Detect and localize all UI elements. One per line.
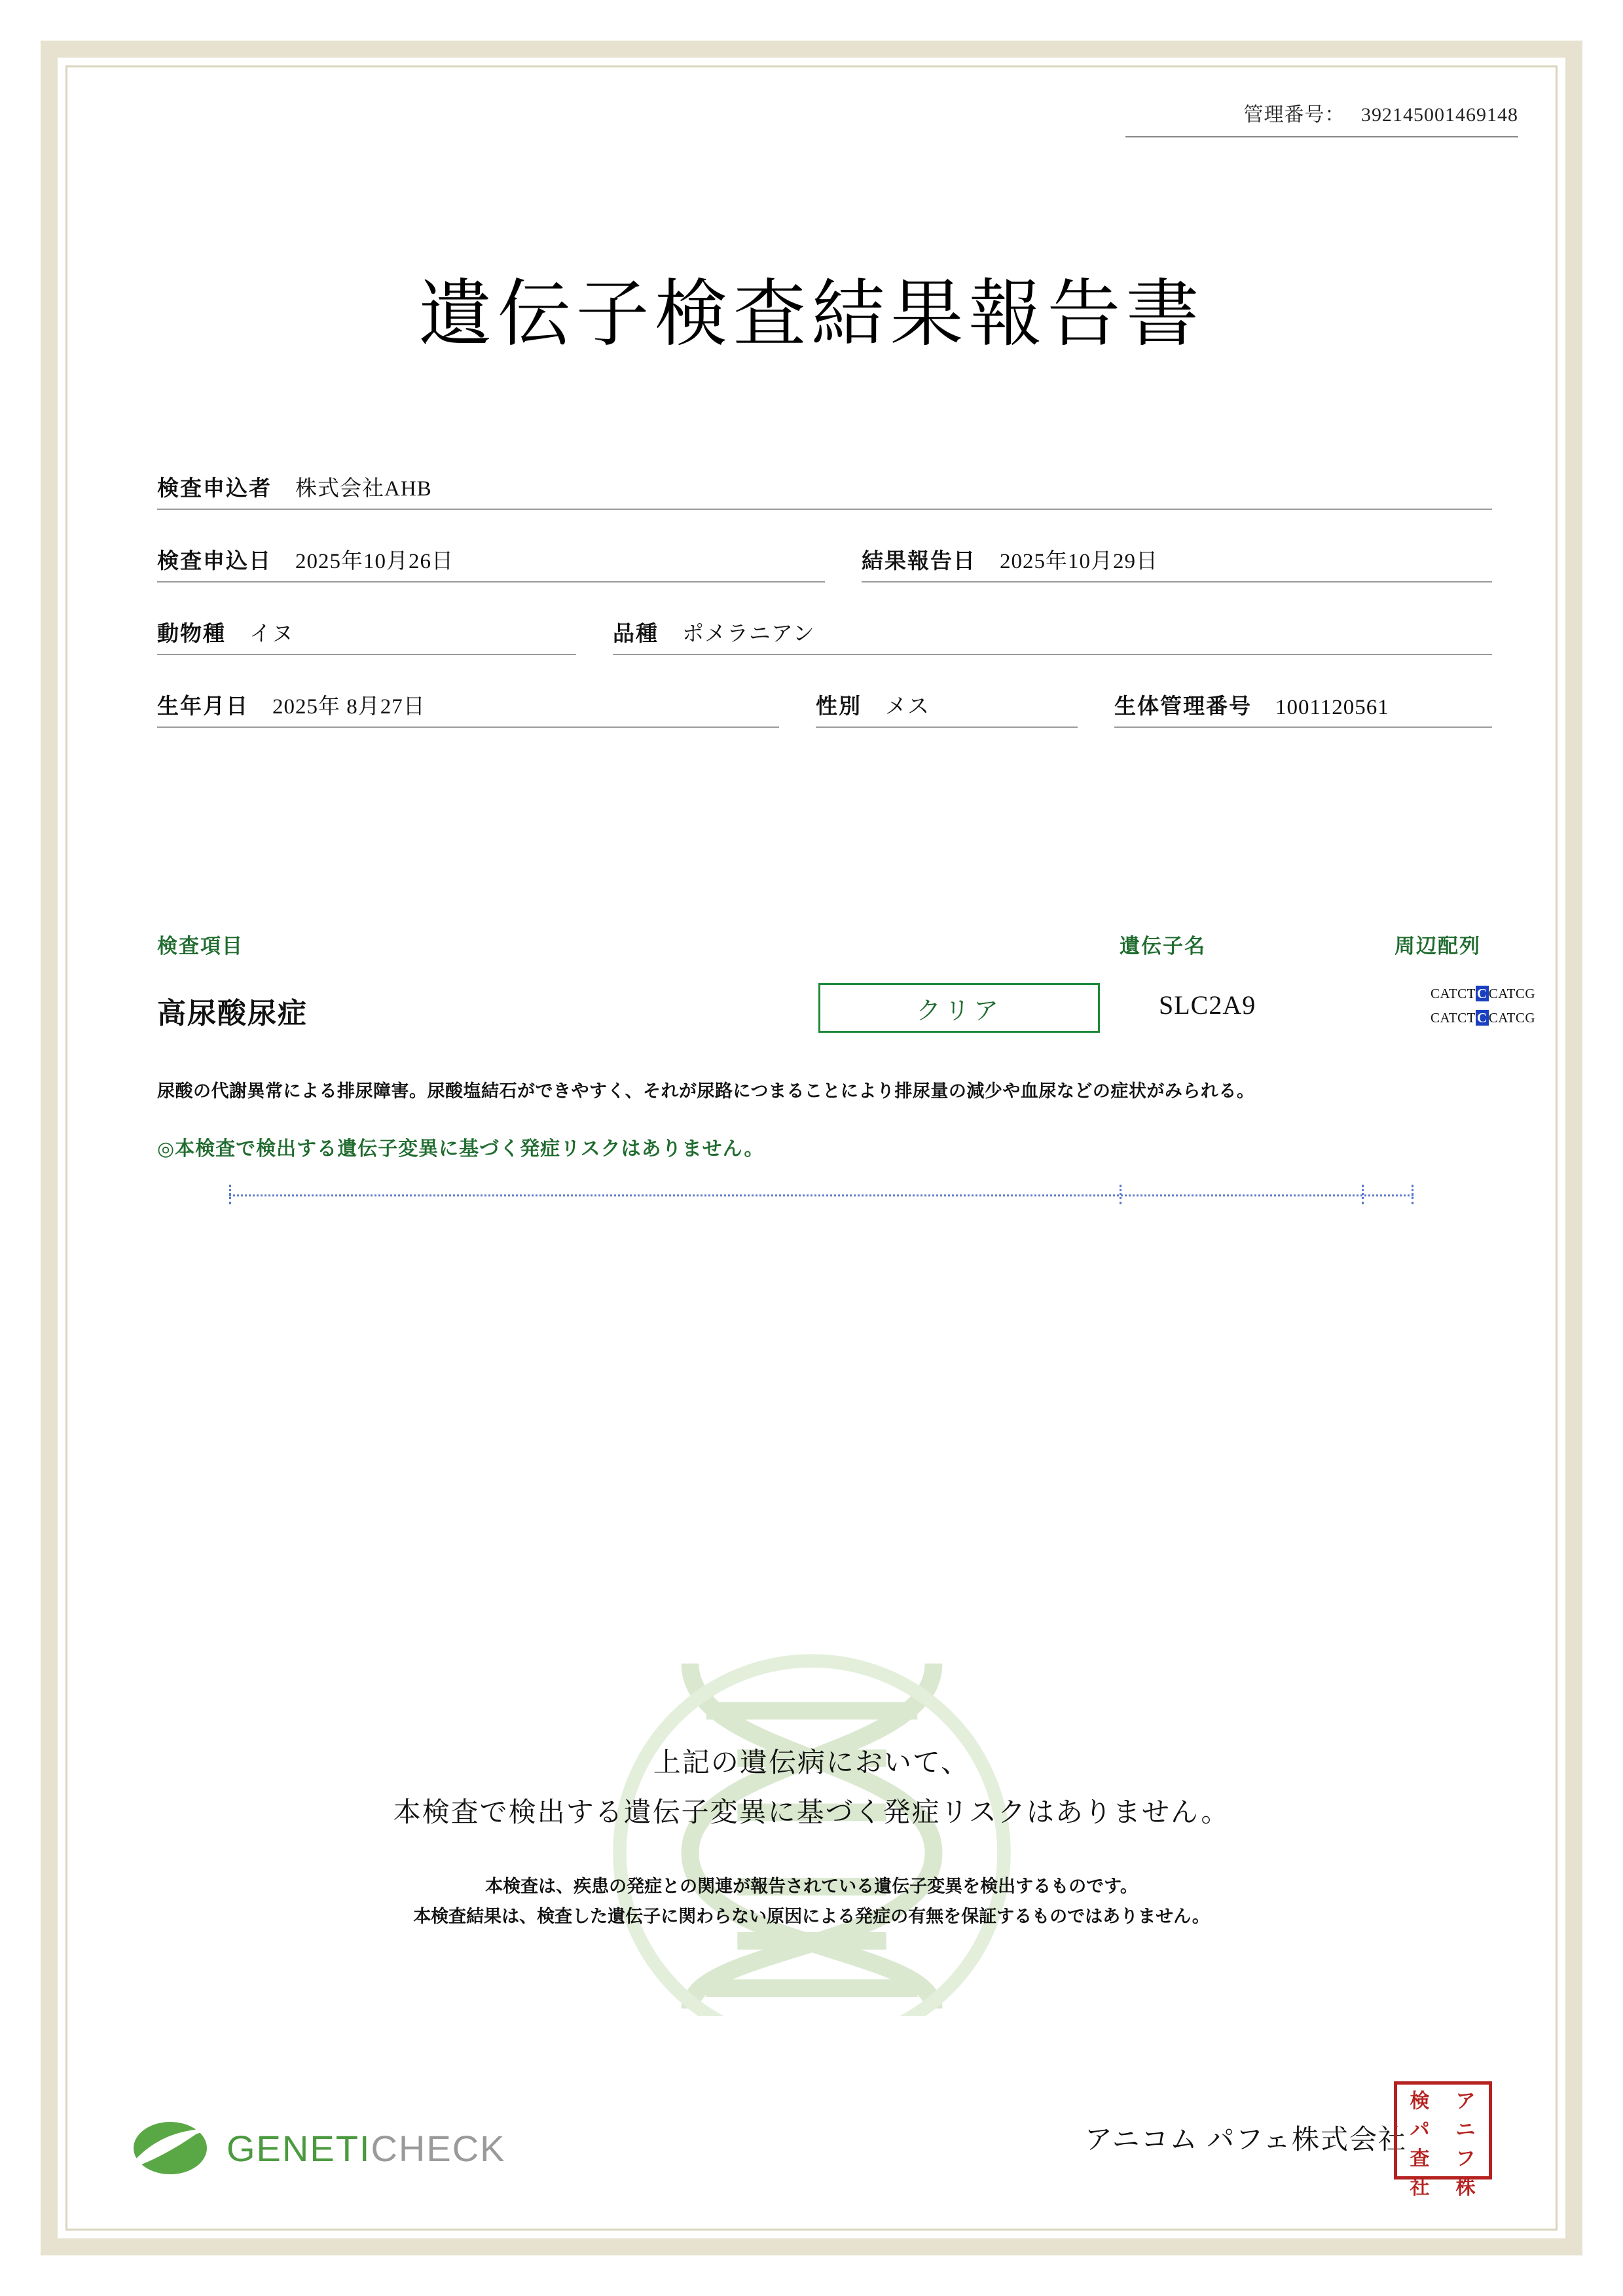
divider-tick-end [1412,1185,1413,1204]
control-number-value: 392145001469148 [1361,104,1518,126]
table-row [157,975,1536,1060]
summary-block [105,1741,1518,1830]
disclaimer-block [105,1872,1518,1932]
field-sex [816,689,1078,728]
meta-fields [157,471,1492,762]
field-birthdate [157,689,779,728]
field-sex-label: 性別 [816,695,862,719]
sequence-prefix-2: CATCT [1431,1009,1476,1026]
field-breed-value: ポメラニアン [682,622,815,646]
field-birthdate-label: 生年月日 [157,695,249,719]
summary-line-2: 本検査で検出する遺伝子変異に基づく発症リスクはありません。 [393,1798,1230,1828]
seal-char-6: 社 [1410,2177,1431,2198]
sequence-variant-2: C [1477,1009,1487,1026]
document-content [105,79,1536,2217]
seal-char-7: 株 [1455,2177,1476,2198]
risk-note: ◎本検査で検出する遺伝子変異に基づく発症リスクはありません。 [157,1138,765,1160]
divider-tick-mid [1120,1185,1122,1204]
sequence-line-2 [1431,1006,1535,1030]
seal-char-3: ニ [1455,2119,1476,2141]
field-species [157,617,576,655]
brand-logo-text-a: GENETI [227,2127,371,2169]
field-report-date [862,544,1492,583]
field-sex-value: メス [885,695,930,719]
leaf-logo-icon [131,2118,210,2178]
results-header [157,929,1492,962]
control-number-label: 管理番号： [1243,104,1345,126]
divider-tick-right [1362,1185,1364,1204]
sequence-block [1431,982,1535,1030]
seal-char-0: 検 [1410,2090,1431,2112]
field-apply-date-value: 2025年10月26日 [295,550,454,573]
gene-name: SLC2A9 [1159,990,1256,1020]
seal-char-4: 査 [1410,2148,1431,2170]
brand-logo-text-b: CHECK [371,2127,506,2169]
disclaimer-line-1: 本検査は、疾患の発症との関連が報告されている遺伝子変異を検出するものです。 [485,1876,1138,1896]
field-applicant-label: 検査申込者 [157,477,272,501]
disclaimer-line-2: 本検査結果は、検査した遺伝子に関わらない原因による発症の有無を保証するものではありません。 [413,1906,1210,1926]
field-species-label: 動物種 [157,622,226,646]
control-number [1125,98,1518,137]
summary-line-1: 上記の遺伝病において、 [653,1748,970,1778]
sequence-suffix: CATCG [1488,986,1536,1001]
field-species-value: イヌ [249,622,294,646]
field-report-date-value: 2025年10月29日 [1000,550,1158,573]
field-breed-label: 品種 [613,622,659,646]
field-applicant-value: 株式会社AHB [295,477,432,501]
brand-logo-text [227,2127,506,2170]
field-report-date-label: 結果報告日 [862,550,976,573]
status-badge-label: クリア [915,997,1002,1025]
meta-row-birth-sex-id [157,689,1492,728]
disease-description: 尿酸の代謝異常による排尿障害。尿酸塩結石ができやすく、それが尿路につまることにより排尿量の減少や血尿などの症状がみられる。 [157,1081,1255,1101]
field-animal-id-value: 1001120561 [1275,696,1389,719]
field-breed [613,617,1492,655]
field-birthdate-value: 2025年 8月27日 [272,695,426,719]
results-header-item: 検査項目 [157,935,244,958]
results-header-sequence: 周辺配列 [1395,935,1481,958]
field-apply-date [157,544,825,583]
disease-name: 高尿酸尿症 [157,997,308,1030]
field-animal-id-label: 生体管理番号 [1114,695,1252,719]
sequence-variant: C [1477,986,1487,1001]
issuer-company-name: アニコム パフェ株式会社 [1084,2125,1407,2155]
meta-row-dates [157,544,1492,583]
field-animal-id [1114,689,1492,728]
status-badge [818,983,1100,1033]
sequence-line-1 [1431,982,1535,1006]
seal-char-2: パ [1410,2119,1431,2141]
dna-watermark-icon [609,1649,1015,2016]
meta-row-species [157,617,1492,655]
page-title: 遺伝子検査結果報告書 [418,274,1205,355]
meta-row-applicant [157,471,1492,510]
seal-char-1: ア [1455,2090,1476,2112]
sequence-suffix-2: CATCG [1488,1009,1536,1026]
divider-tick-left [229,1185,231,1204]
field-applicant [157,471,1492,510]
results-header-gene: 遺伝子名 [1120,935,1206,958]
seal-char-5: フ [1455,2148,1476,2170]
sequence-prefix: CATCT [1431,986,1476,1001]
brand-logo [131,2118,506,2178]
section-divider [229,1194,1413,1196]
company-seal [1394,2081,1492,2198]
field-apply-date-label: 検査申込日 [157,550,272,573]
